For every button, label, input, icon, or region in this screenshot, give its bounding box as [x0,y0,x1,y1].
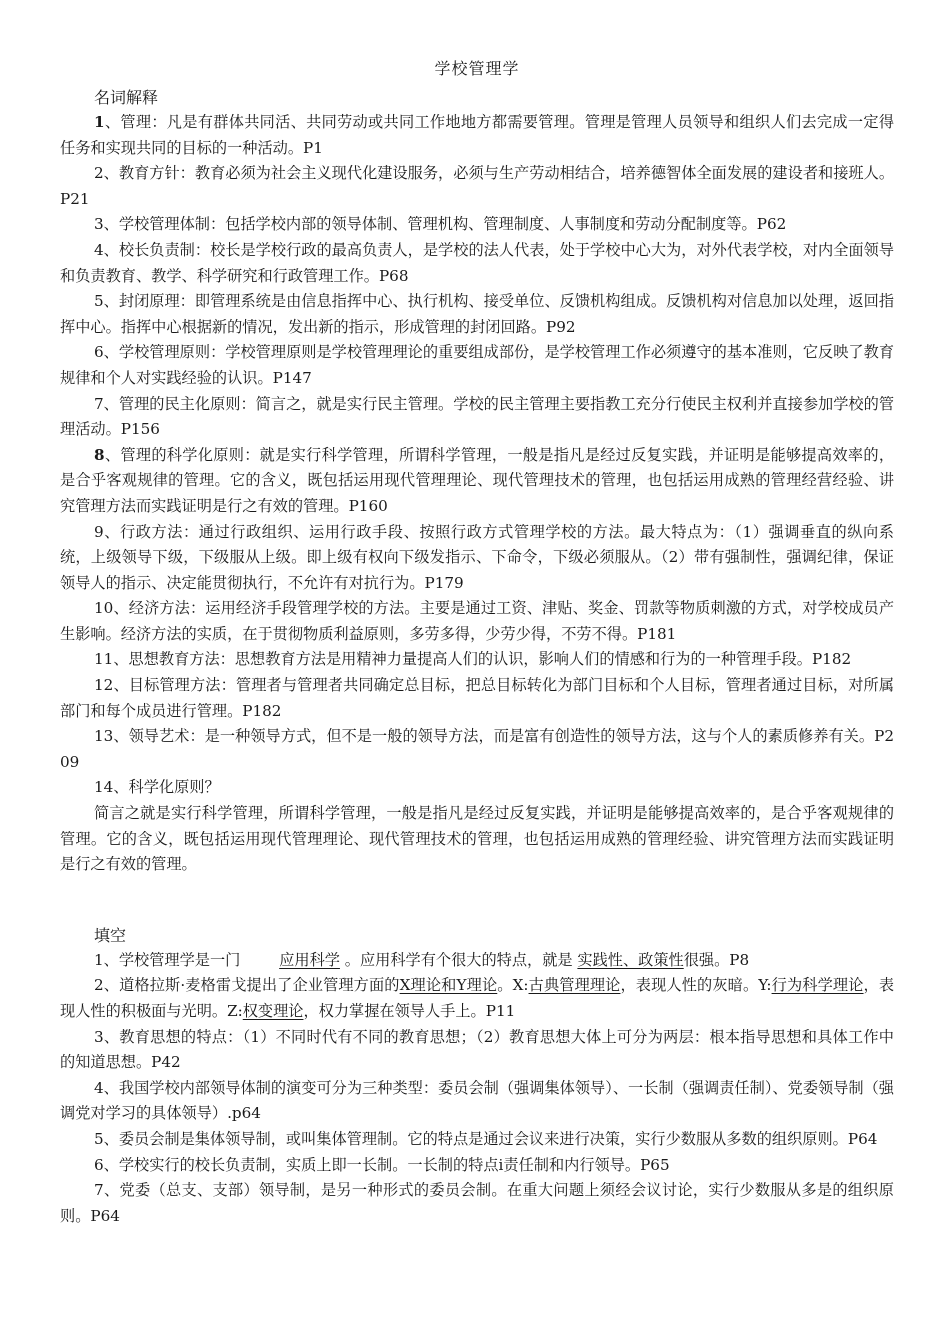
fill-item-2-x-label: 。X: [497,976,529,995]
definition-separator: 、 [103,164,119,183]
fill-item-2-blank-3: 行为科学理论 [771,976,864,995]
definition-separator: 、 [113,599,129,618]
definition-text: 校长负责制：校长是学校行政的最高负责人，是学校的法人代表，处于学校中心大为，对外代表学校，对内全面领导和负责教育、教学、科学研究和行政管理工作。P68 [60,240,895,285]
definition-separator: 、 [103,215,119,234]
definition-item [60,647,894,673]
fill-item-2-y-label: ，表现人性的灰暗。Y: [620,976,772,995]
definition-text: 科学化原则？ [128,778,220,797]
definition-text: 学校管理体制：包括学校内部的领导体制、管理机构、管理制度、人事制度和劳动分配制度等。P62 [118,215,787,234]
definition-number: 6 [94,343,104,362]
definition-item [60,392,894,443]
definition-item [60,289,894,340]
fill-item-2-blank-2: 古典管理理论 [528,976,621,995]
fill-item-1-blank-2: 实践性、政策性 [577,950,684,969]
definition-separator: 、 [104,445,121,464]
fill-item-2-suffix: ，权力掌握在领导人手上。P11 [303,1002,516,1020]
fill-item-2-blank-1: X理论和Y理论 [399,976,498,995]
definition-number: 4 [94,240,104,259]
definition-number: 10 [94,599,114,618]
fill-item-2-blank-4: 权变理论 [242,1002,304,1020]
definition-separator: 、 [104,113,121,131]
definition-item [60,673,894,724]
definition-number: 1 [94,113,105,131]
definition-text: 管理的民主化原则：简言之，就是实行民主管理。学校的民主管理主要指教工充分行使民主权利并直接参加学校的管理活动。P156 [60,394,895,439]
definition-text: 封闭原理：即管理系统是由信息指挥中心、执行机构、接受单位、反馈机构组成。反馈机构对信息加以处理，返回指挥中心。指挥中心根据新的情况，发出新的指示，形成管理的封闭回路。P92 [60,292,895,336]
definition-separator: 、 [113,778,129,797]
definition-number: 8 [94,445,105,464]
fill-item-5: 5、委员会制是集体领导制，或叫集体管理制。它的特点是通过会议来进行决策，实行少数服从多数的组织原则。P64 [94,1129,878,1148]
document-page [60,58,894,1229]
definition-item [60,443,894,520]
definition-number: 2 [94,164,104,183]
definition-text: 思想教育方法：思想教育方法是用精神力量提高人们的认识，影响人们的情感和行为的一种管理手段。P182 [128,650,852,669]
definition-text: 目标管理方法：管理者与管理者共同确定总目标，把总目标转化为部门目标和个人目标，管理者通过目标，对所属部门和每个成员进行管理。P182 [60,676,895,720]
definition-number: 11 [94,650,114,669]
definition-separator: 、 [103,343,119,362]
definition-text: 管理：凡是有群体共同活、共同劳动或共同工作地地方都需要管理。管理是管理人员领导和组织人们去完成一定得任务和实现共同的目标的一种活动。P1 [60,113,895,157]
definition-item [60,724,894,775]
section-heading-fill-blank: 填空 [94,925,127,945]
definition-number: 5 [94,292,104,311]
fill-item-2-z-label: ，表现人性的积极面与光明。Z: [60,976,895,1020]
section-heading-definitions: 名词解释 [94,88,159,107]
definition-item [60,520,894,597]
definition-number: 7 [94,394,104,413]
definition-text: 学校管理原则：学校管理原则是学校管理理论的重要组成部份，是学校管理工作必须遵守的基本准则，它反映了教育规律和个人对实践经验的认识。P147 [60,343,895,387]
fill-item-4: 4、我国学校内部领导体制的演变可分为三种类型：委员会制（强调集体领导）、一长制（强调责任制）、党委领导制（强调党对学习的具体领导）.p64 [60,1078,894,1123]
definition-number: 14 [94,778,114,797]
definition-separator: 、 [103,522,120,541]
definition-number: 9 [94,522,104,541]
definition-item [60,161,894,212]
fill-item-1-mid: 。应用科学有个很大的特点，就是 [344,950,573,969]
definition-separator: 、 [113,727,129,746]
definition-item [60,775,894,801]
definition-item [60,340,894,391]
definition-text: 领导艺术：是一种领导方式，但不是一般的领导方法，而是富有创造性的领导方法，这与个人的素质修养有关。P209 [60,727,894,771]
fill-item-3: 3、教育思想的特点：（1）不同时代有不同的教育思想；（2）教育思想大体上可分为两层：根本指导思想和具体工作中的知道思想。P42 [60,1027,894,1072]
definition-separator: 、 [113,650,129,669]
fill-item-7: 7、党委（总支、支部）领导制，是另一种形式的委员会制。在重大问题上须经会议讨论，实行少数服从多是的组织原则。P64 [60,1181,894,1225]
definition-number: 13 [94,727,114,746]
fill-item-2-prefix: 2、道格拉斯·麦格雷戈提出了企业管理方面的 [94,976,400,995]
definition-separator: 、 [103,292,119,311]
definition-number: 3 [94,215,104,234]
definitions-list [60,110,894,801]
fill-item-1-prefix: 1、学校管理学是一门 [94,950,241,969]
definition-text: 教育方针：教育必须为社会主义现代化建设服务，必须与生产劳动相结合，培养德智体全面发展的建设者和接班人。P21 [60,164,895,208]
definition-item [60,110,894,161]
definition-number: 12 [94,676,114,695]
fill-item-2 [60,973,894,1024]
fill-item-1-suffix: 很强。P8 [683,950,750,969]
definition-text: 行政方法：通过行政组织、运用行政手段、按照行政方式管理学校的方法。最大特点为：（1）强调垂直的纵向系统，上级领导下级，下级服从上级。即上级有权向下级发指示、下命令，下级必须服从。（2）带有强制性，强调纪律，保证领导人的指示、决定能贯彻执行，不允许有对抗行为。P179 [60,522,894,592]
definition-item [60,596,894,647]
fill-item-1 [60,948,894,974]
definition-separator: 、 [103,394,119,413]
definition-item [60,238,894,289]
section-spacer [60,878,894,924]
definition-text: 管理的科学化原则：就是实行科学管理，所谓科学管理，一般是指凡是经过反复实践，并证明是能够提高效率的，是合乎客观规律的管理。它的含义，既包括运用现代管理理论、现代管理技术的管理，也包括运用成熟的管理经营经验、讲究管理方法而实践证明是行之有效的管理。P160 [60,445,895,515]
fill-item-1-blank-1: 应用科学 [279,950,340,969]
fill-item-6: 6、学校实行的校长负责制，实质上即一长制。一长制的特点i责任制和内行领导。P65 [94,1155,670,1174]
document-title: 学校管理学 [434,59,520,78]
definition-separator: 、 [113,676,129,695]
answer-14: 简言之就是实行科学管理，所谓科学管理，一般是指凡是经过反复实践，并证明是能够提高效率的，是合乎客观规律的管理。它的含义，既包括运用现代管理理论、现代管理技术的管理，也包括运用成熟的管理经验、讲究管理方法而实践证明是行之有效的管理。 [60,804,894,874]
definition-item [60,212,894,238]
definition-separator: 、 [103,240,119,259]
definition-text: 经济方法：运用经济手段管理学校的方法。主要是通过工资、津贴、奖金、罚款等物质刺激的方式，对学校成员产生影响。经济方法的实质，在于贯彻物质利益原则，多劳多得，少劳少得，不劳不得。P181 [60,599,895,643]
